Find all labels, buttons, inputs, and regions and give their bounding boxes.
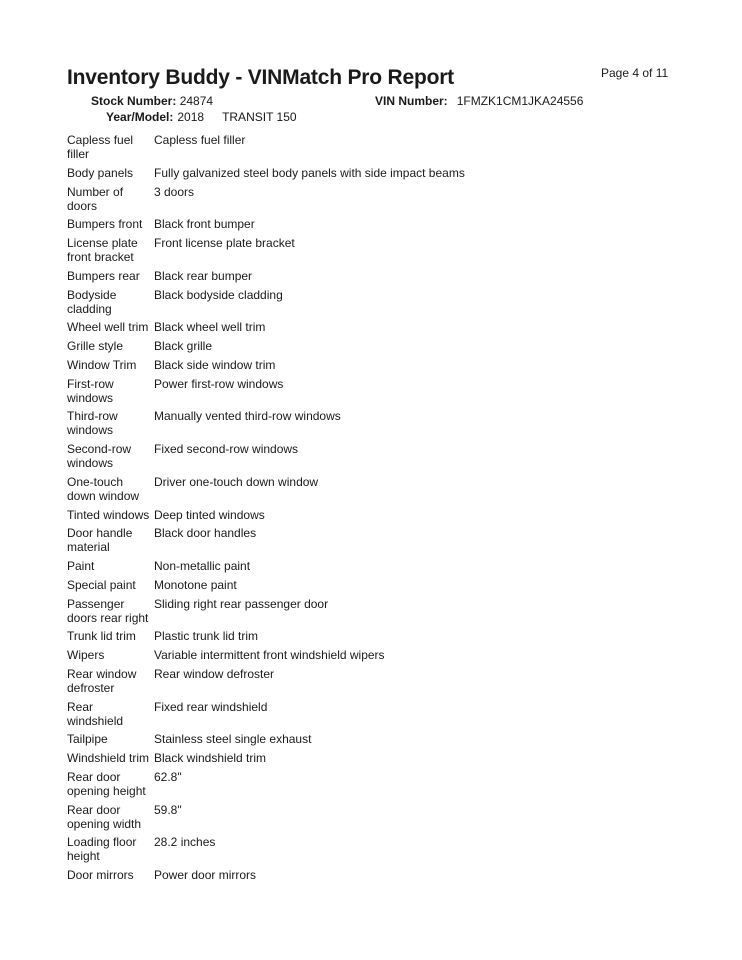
spec-row — [67, 700, 567, 728]
vin-number-label: VIN Number: — [375, 94, 448, 108]
spec-label — [67, 770, 154, 798]
spec-label-line: Door handle — [67, 526, 133, 541]
spec-value: Power first-row windows — [154, 376, 284, 391]
spec-value: 62.8" — [154, 769, 182, 784]
spec-row — [67, 358, 567, 372]
spec-value: Variable intermittent front windshield wipers — [154, 648, 385, 662]
spec-row — [67, 578, 567, 592]
spec-label-line: Bumpers rear — [67, 268, 140, 283]
spec-row — [67, 835, 567, 863]
spec-label-line: doors — [67, 198, 98, 213]
spec-label-line: Rear door — [67, 802, 121, 817]
spec-label — [67, 288, 154, 316]
spec-label-line: Grille style — [67, 339, 124, 353]
spec-row — [67, 732, 567, 746]
spec-row — [67, 269, 567, 283]
spec-label-line: Rear door — [67, 769, 121, 784]
spec-row — [67, 648, 567, 662]
spec-label — [67, 803, 154, 831]
spec-label-line: Bumpers front — [67, 217, 143, 232]
spec-row — [67, 508, 567, 522]
spec-label-line: height — [67, 849, 100, 864]
spec-label-line: defroster — [67, 680, 115, 695]
spec-row — [67, 442, 567, 470]
spec-label — [67, 358, 154, 372]
model-value: TRANSIT 150 — [222, 110, 297, 124]
spec-label — [67, 508, 154, 522]
spec-value: Black wheel well trim — [154, 320, 266, 335]
spec-row — [67, 629, 567, 643]
spec-label — [67, 442, 154, 470]
spec-label — [67, 133, 154, 161]
spec-label — [67, 217, 154, 231]
spec-row — [67, 409, 567, 437]
spec-value: Stainless steel single exhaust — [154, 732, 312, 747]
spec-label-line: Special paint — [67, 577, 136, 592]
spec-row — [67, 339, 567, 353]
spec-label — [67, 629, 154, 643]
spec-value: Sliding right rear passenger door — [154, 596, 329, 611]
spec-value: Driver one-touch down window — [154, 474, 319, 489]
vin-number — [375, 94, 583, 108]
spec-row — [67, 133, 567, 161]
spec-label — [67, 648, 154, 662]
spec-label-line: Window Trim — [67, 357, 137, 372]
spec-row — [67, 217, 567, 231]
spec-row — [67, 559, 567, 573]
spec-label-line: Tailpipe — [67, 732, 108, 747]
spec-row — [67, 597, 567, 625]
spec-label-line: windows — [67, 423, 114, 438]
vin-number-value: 1FMZK1CM1JKA24556 — [456, 94, 584, 108]
spec-label-line: Rear window — [67, 666, 137, 681]
spec-label — [67, 320, 154, 334]
spec-row — [67, 526, 567, 554]
stock-number-label: Stock Number: — [91, 94, 177, 108]
spec-label-line: front bracket — [67, 250, 134, 264]
spec-label-line: Rear — [67, 699, 94, 714]
spec-label — [67, 700, 154, 728]
year-value: 2018 — [177, 110, 205, 124]
spec-label-line: Number of — [67, 184, 124, 199]
spec-label — [67, 667, 154, 695]
spec-value: Black front bumper — [154, 217, 255, 232]
spec-label — [67, 236, 154, 264]
spec-label-line: Wipers — [67, 648, 105, 662]
spec-value: 28.2 inches — [154, 835, 216, 850]
spec-label — [67, 377, 154, 405]
spec-label — [67, 166, 154, 180]
spec-label — [67, 185, 154, 213]
spec-value: Black side window trim — [154, 357, 276, 372]
spec-row — [67, 803, 567, 831]
spec-row — [67, 166, 567, 180]
report-title: Inventory Buddy - VINMatch Pro Report — [67, 66, 454, 89]
spec-label — [67, 597, 154, 625]
spec-row — [67, 320, 567, 334]
spec-label-line: windshield — [67, 713, 124, 728]
spec-label-line: Second-row — [67, 442, 132, 456]
spec-label — [67, 751, 154, 765]
spec-label — [67, 732, 154, 746]
spec-value: Front license plate bracket — [154, 236, 295, 250]
spec-label-line: Passenger — [67, 596, 125, 611]
spec-label — [67, 868, 154, 882]
spec-value: Plastic trunk lid trim — [154, 629, 259, 644]
spec-label-line: Door mirrors — [67, 868, 134, 882]
spec-row — [67, 667, 567, 695]
spec-value: Black door handles — [154, 526, 257, 541]
year-model-label: Year/Model: — [106, 110, 174, 124]
spec-row — [67, 185, 567, 213]
spec-label — [67, 526, 154, 554]
spec-label-line: One-touch — [67, 474, 124, 489]
spec-label — [67, 475, 154, 503]
spec-label-line: Loading floor — [67, 835, 137, 850]
spec-label — [67, 409, 154, 437]
spec-label-line: First-row — [67, 376, 114, 391]
spec-label-line: Trunk lid trim — [67, 629, 136, 644]
spec-label-line: windows — [67, 456, 114, 470]
spec-value: 59.8" — [154, 802, 182, 817]
spec-value: Black windshield trim — [154, 751, 267, 765]
spec-label — [67, 339, 154, 353]
spec-row — [67, 868, 567, 882]
spec-table — [67, 133, 567, 887]
spec-label-line: Windshield trim — [67, 751, 150, 765]
spec-row — [67, 475, 567, 503]
spec-value: Fixed rear windshield — [154, 699, 268, 714]
spec-value: Black rear bumper — [154, 268, 253, 283]
spec-value: Fixed second-row windows — [154, 442, 299, 456]
spec-label-line: windows — [67, 390, 114, 405]
spec-label-line: down window — [67, 488, 140, 503]
spec-label-line: Bodyside — [67, 287, 117, 302]
spec-label-line: filler — [67, 147, 90, 161]
spec-value: Manually vented third-row windows — [154, 409, 341, 424]
spec-label-line: Third-row — [67, 409, 118, 424]
spec-label — [67, 835, 154, 863]
spec-value: Fully galvanized steel body panels with side impact beams — [154, 165, 465, 180]
page-number: Page 4 of 11 — [601, 66, 669, 80]
spec-label-line: Wheel well trim — [67, 320, 149, 335]
stock-number — [91, 94, 213, 108]
spec-label — [67, 578, 154, 592]
spec-row — [67, 377, 567, 405]
spec-row — [67, 236, 567, 264]
spec-label-line: License plate — [67, 236, 138, 250]
spec-value: Black grille — [154, 339, 213, 353]
spec-value: Non-metallic paint — [154, 559, 251, 573]
spec-label-line: Body panels — [67, 165, 134, 180]
spec-label-line: opening width — [67, 816, 142, 831]
spec-value: Rear window defroster — [154, 666, 275, 681]
spec-row — [67, 751, 567, 765]
spec-value: 3 doors — [154, 184, 195, 199]
spec-value: Power door mirrors — [154, 868, 257, 882]
spec-value: Monotone paint — [154, 577, 237, 592]
stock-number-value: 24874 — [179, 94, 214, 108]
spec-row — [67, 770, 567, 798]
spec-value: Black bodyside cladding — [154, 287, 283, 302]
spec-label-line: Paint — [67, 559, 95, 573]
spec-label-line: Capless fuel — [67, 133, 134, 147]
spec-label — [67, 269, 154, 283]
spec-label-line: cladding — [67, 301, 112, 316]
spec-label-line: opening height — [67, 783, 146, 798]
spec-label — [67, 559, 154, 573]
spec-label-line: material — [67, 540, 110, 555]
spec-value: Deep tinted windows — [154, 507, 265, 522]
spec-row — [67, 288, 567, 316]
spec-label-line: doors rear right — [67, 610, 149, 625]
year-model — [106, 110, 297, 124]
spec-label-line: Tinted windows — [67, 507, 150, 522]
spec-value: Capless fuel filler — [154, 133, 246, 147]
